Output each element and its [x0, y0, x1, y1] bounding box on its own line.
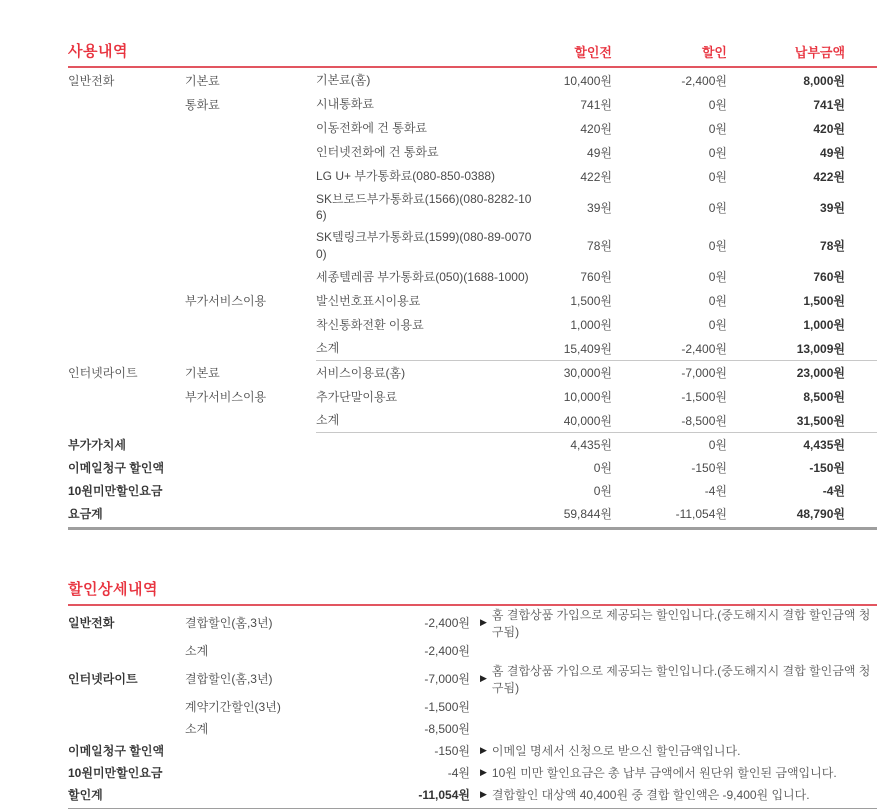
subcategory-cell: 부가서비스이용 [185, 390, 267, 405]
category-cell [68, 226, 185, 264]
subcategory-cell: 기본료 [185, 366, 220, 381]
play-arrow-icon [480, 674, 487, 683]
usage-row [68, 164, 877, 188]
subcategory-cell [185, 265, 316, 289]
play-arrow-icon [480, 618, 487, 627]
category-cell [68, 313, 185, 337]
discount-row [68, 606, 877, 640]
note-cell [470, 784, 877, 806]
discount-cell: -2,400원 [612, 337, 727, 361]
discount-row [68, 718, 877, 740]
usage-row [68, 289, 877, 313]
item-cell: 세종텔레콤 부가통화료(050)(1688-1000) [316, 269, 529, 284]
item-cell: 추가단말이용료 [316, 389, 398, 404]
play-arrow-icon [480, 746, 487, 755]
item-cell: 서비스이용료(홈) [316, 365, 406, 380]
category-cell [68, 718, 185, 740]
total-row [68, 502, 877, 525]
usage-section-divider [68, 527, 877, 530]
before-discount-cell: 30,000원 [563, 366, 612, 381]
amount-cell: -2,400원 [424, 644, 470, 659]
category-cell: 일반전화 [68, 616, 115, 631]
before-discount-cell: 49원 [587, 145, 612, 160]
before-discount-cell: 1,500원 [570, 294, 612, 309]
payment-cell: 48,790원 [796, 506, 845, 521]
payment-cell: 8,500원 [803, 390, 845, 405]
subcategory-cell: 기본료 [185, 73, 220, 88]
item-cell: LG U+ 부가통화료(080-850-0388) [316, 168, 496, 183]
usage-row [68, 92, 877, 116]
before-discount-cell: 422원 [580, 169, 612, 184]
payment-cell: 1,000원 [803, 318, 845, 333]
usage-subtotal-row [68, 337, 877, 361]
discount-cell: 0원 [708, 437, 727, 452]
category-cell [68, 92, 185, 116]
payment-cell: 741원 [813, 97, 845, 112]
discount-header-row [68, 578, 877, 606]
subcategory-cell [185, 164, 316, 188]
category-cell [68, 385, 185, 409]
item-cell: 소계 [185, 644, 209, 659]
payment-cell: 13,009원 [727, 337, 877, 361]
before-discount-cell: 0원 [593, 460, 612, 475]
discount-cell: -11,054원 [675, 506, 727, 521]
usage-row [68, 188, 877, 226]
usage-row [68, 140, 877, 164]
subcategory-cell [185, 188, 316, 226]
item-cell: SK텔링크부가통화료(1599)(080-89-00700) [316, 230, 532, 261]
summary-label: 이메일청구 할인액 [68, 744, 165, 759]
payment-cell: 31,500원 [727, 409, 877, 433]
col-header-payment: 납부금액 [794, 45, 845, 60]
note-text: 홈 결합상품 가입으로 제공되는 할인입니다.(중도해지시 결합 할인금액 청구됨) [491, 607, 871, 639]
note-text: 10원 미만 할인요금은 총 납부 금액에서 원단위 할인된 금액입니다. [491, 766, 837, 781]
payment-cell: -4원 [822, 483, 845, 498]
discount-cell: -7,000원 [681, 366, 727, 381]
discount-cell: -2,400원 [681, 73, 727, 88]
note-text: 이메일 명세서 신청으로 받으신 할인금액입니다. [491, 744, 741, 759]
item-cell: SK브로드부가통화료(1566)(080-8282-106) [316, 192, 532, 223]
before-discount-cell: 59,844원 [563, 506, 612, 521]
usage-row [68, 361, 877, 385]
payment-cell: 420원 [813, 121, 845, 136]
item-cell: 발신번호표시이용료 [316, 293, 421, 308]
note-cell [470, 606, 877, 640]
payment-cell: 1,500원 [803, 294, 845, 309]
amount-cell: -1,500원 [424, 700, 470, 715]
category-cell [68, 289, 185, 313]
discount-cell: 0원 [708, 270, 727, 285]
payment-cell: 760원 [813, 270, 845, 285]
payment-cell: 422원 [813, 169, 845, 184]
discount-cell: 0원 [708, 121, 727, 136]
category-cell [68, 265, 185, 289]
discount-cell: 0원 [708, 200, 727, 215]
col-header-discount: 할인 [701, 45, 727, 60]
item-cell: 착신통화전환 이용료 [316, 317, 424, 332]
category-cell [68, 696, 185, 718]
play-arrow-icon [480, 790, 487, 799]
discount-cell: 0원 [708, 294, 727, 309]
subcategory-cell [185, 313, 316, 337]
category-cell [68, 337, 185, 361]
col-header-before-discount: 할인전 [574, 45, 612, 60]
amount-cell: -150원 [434, 744, 470, 759]
payment-cell: -150원 [809, 460, 845, 475]
payment-cell: 78원 [820, 239, 845, 254]
item-cell: 이동전화에 건 통화료 [316, 120, 427, 135]
item-cell: 인터넷전화에 건 통화료 [316, 144, 439, 159]
usage-row [68, 265, 877, 289]
category-cell: 인터넷라이트 [68, 672, 138, 687]
usage-row [68, 68, 877, 92]
discount-total-row [68, 784, 877, 806]
subcategory-cell [185, 337, 316, 361]
summary-label: 부가가치세 [68, 437, 126, 452]
category-cell [68, 140, 185, 164]
category-cell [68, 188, 185, 226]
before-discount-cell: 4,435원 [570, 437, 612, 452]
discount-cell: -150원 [691, 460, 727, 475]
amount-cell: -4원 [447, 766, 470, 781]
amount-cell: -8,500원 [424, 722, 470, 737]
subcategory-cell: 통화료 [185, 97, 220, 112]
item-cell: 결합할인(홈,3년) [185, 616, 273, 631]
amount-cell: -7,000원 [424, 672, 470, 687]
discount-row [68, 662, 877, 696]
category-cell [68, 409, 185, 433]
summary-row [68, 456, 877, 479]
note-text: 홈 결합상품 가입으로 제공되는 할인입니다.(중도해지시 결합 할인금액 청구됨) [491, 663, 871, 695]
subcategory-cell [185, 140, 316, 164]
note-cell [470, 762, 877, 784]
before-discount-cell: 760원 [580, 270, 612, 285]
subcategory-cell: 부가서비스이용 [185, 294, 267, 309]
discount-cell: -8,500원 [612, 409, 727, 433]
before-discount-cell: 420원 [580, 121, 612, 136]
note-cell [470, 640, 877, 662]
play-arrow-icon [480, 768, 487, 777]
discount-row [68, 740, 877, 762]
amount-cell: -2,400원 [424, 616, 470, 631]
payment-cell: 39원 [820, 200, 845, 215]
summary-label: 이메일청구 할인액 [68, 460, 165, 475]
before-discount-cell: 78원 [587, 239, 612, 254]
summary-row [68, 433, 877, 456]
discount-cell: -4원 [704, 483, 727, 498]
discount-row [68, 762, 877, 784]
note-cell [470, 718, 877, 740]
before-discount-cell: 10,400원 [563, 73, 612, 88]
discount-cell: 0원 [708, 145, 727, 160]
discount-cell: 0원 [708, 97, 727, 112]
note-cell [470, 662, 877, 696]
discount-cell: -1,500원 [681, 390, 727, 405]
usage-section [68, 40, 877, 530]
usage-row [68, 313, 877, 337]
summary-label: 10원미만할인요금 [68, 766, 163, 781]
payment-cell: 4,435원 [803, 437, 845, 452]
item-cell: 계약기간할인(3년) [185, 700, 281, 715]
discount-cell: 0원 [708, 239, 727, 254]
payment-cell: 8,000원 [803, 73, 845, 88]
category-cell [68, 116, 185, 140]
discount-row [68, 640, 877, 662]
before-discount-cell: 40,000원 [551, 409, 612, 433]
category-cell [68, 640, 185, 662]
summary-row [68, 479, 877, 502]
usage-subtotal-row [68, 409, 877, 433]
category-cell [68, 164, 185, 188]
subcategory-cell [185, 409, 316, 433]
item-cell: 소계 [185, 722, 209, 737]
before-discount-cell: 1,000원 [570, 318, 612, 333]
discount-section [68, 578, 877, 809]
before-discount-cell: 39원 [587, 200, 612, 215]
note-cell [470, 740, 877, 762]
subcategory-cell [185, 116, 316, 140]
before-discount-cell: 15,409원 [551, 337, 612, 361]
total-label: 할인계 [68, 788, 103, 803]
discount-cell: 0원 [708, 318, 727, 333]
discount-section-title: 할인상세내역 [68, 580, 158, 598]
category-cell: 인터넷라이트 [68, 366, 138, 381]
item-cell: 시내통화료 [316, 96, 374, 111]
amount-cell: -11,054원 [418, 788, 470, 803]
usage-row [68, 116, 877, 140]
note-cell [470, 696, 877, 718]
before-discount-cell: 741원 [580, 97, 612, 112]
item-cell: 결합할인(홈,3년) [185, 672, 273, 687]
item-cell: 기본료(홈) [316, 72, 371, 87]
summary-label: 10원미만할인요금 [68, 483, 163, 498]
note-text: 결합할인 대상액 40,400원 중 결합 할인액은 -9,400원 입니다. [491, 788, 810, 803]
payment-cell: 23,000원 [796, 366, 845, 381]
usage-row [68, 226, 877, 264]
total-label: 요금계 [68, 506, 103, 521]
payment-cell: 49원 [820, 145, 845, 160]
before-discount-cell: 0원 [593, 483, 612, 498]
usage-row [68, 385, 877, 409]
subcategory-cell [185, 226, 316, 264]
before-discount-cell: 10,000원 [563, 390, 612, 405]
category-cell: 일반전화 [68, 73, 115, 88]
usage-header-row [68, 40, 877, 68]
discount-cell: 0원 [708, 169, 727, 184]
discount-row [68, 696, 877, 718]
usage-section-title: 사용내역 [68, 43, 128, 60]
item-cell: 소계 [316, 409, 551, 433]
item-cell: 소계 [316, 337, 551, 361]
